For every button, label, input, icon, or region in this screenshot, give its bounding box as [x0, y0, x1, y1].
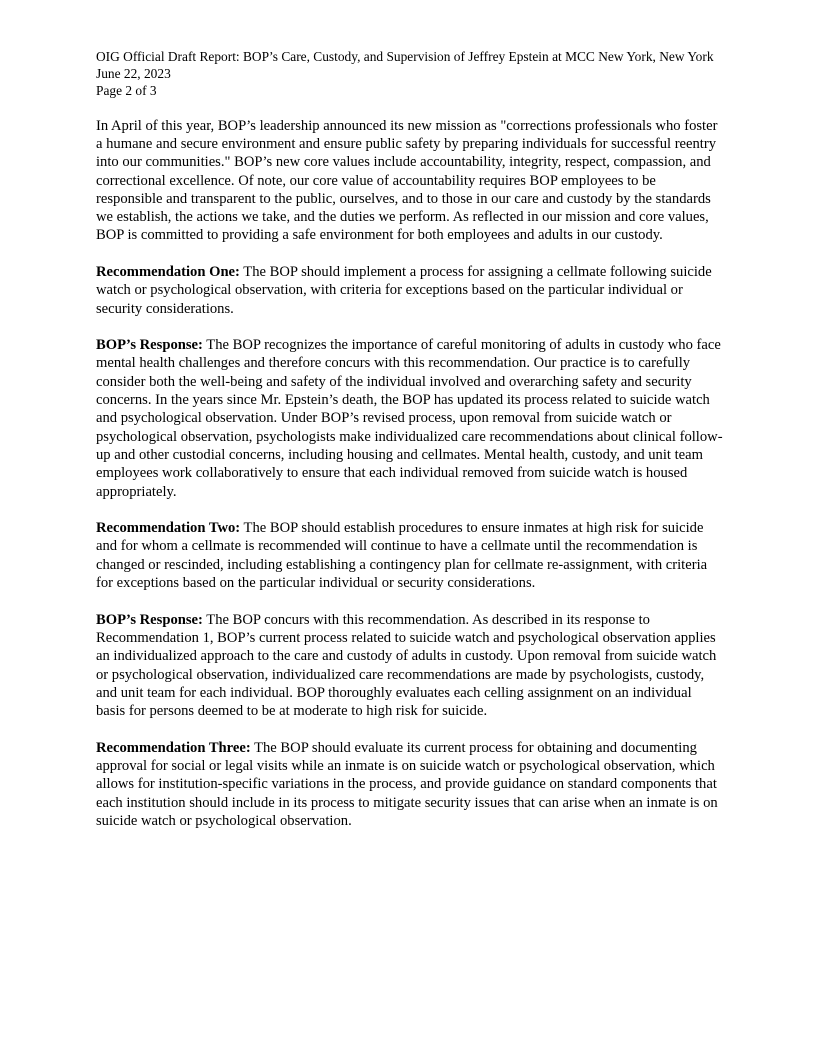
section-label: Recommendation One: [96, 263, 240, 280]
section-label: BOP’s Response: [96, 611, 203, 628]
page-header [96, 48, 724, 100]
response-two [96, 611, 724, 721]
intro-paragraph: In April of this year, BOP’s leadership announced its new mission as "corrections professionals who foster a humane and secure environment and ensure public safety by preparing individuals for successful reentry into our communities." BOP’s new core values include accountability, integrity, respect, compassion, and correctional excellence. Of note, our core value of accountability requires BOP employees to be responsible and transparent to the public, ourselves, and to those in our care and custody by the standards we establish, the actions we take, and the duties we perform. As reflected in our mission and core values, BOP is committed to providing a safe environment for both employees and adults in our custody. [96, 117, 718, 244]
document-page [96, 48, 724, 848]
report-date: June 22, 2023 [96, 66, 171, 82]
recommendation-one [96, 263, 724, 318]
section-label: Recommendation Three: [96, 739, 251, 756]
response-one [96, 336, 724, 501]
section-text: The BOP should implement a process for assigning a cellmate following suicide watch or psychological observation, with criteria for exceptions based on the particular individual or security considerations. [96, 263, 712, 317]
section-text: The BOP concurs with this recommendation. As described in its response to Recommendation 1, BOP’s current process related to suicide watch and psychological observation applies an individualized approach to the care and custody of adults in custody. Upon removal from suicide watch or psychological observation, individualized care recommendations are made by psychologists, custody, and unit team for each individual. BOP thoroughly evaluates each celling assignment on an individual basis for persons deemed to be at moderate to high risk for suicide. [96, 611, 717, 720]
page-number: Page 2 of 3 [96, 83, 157, 99]
section-label: Recommendation Two: [96, 520, 241, 537]
section-text: The BOP recognizes the importance of careful monitoring of adults in custody who face mental health challenges and therefore concurs with this recommendation. Our practice is to carefully consider both the well-being and safety of the individual involved and overarching safety and security concerns. In the years since Mr. Epstein’s death, the BOP has updated its process related to suicide watch and psychological observation. Under BOP’s revised process, upon removal from suicide watch or psychological observation, psychologists make individualized care recommendations about clinical follow-up and other custodial concerns, including housing and cellmates. Mental health, custody, and unit team employees work collaboratively to ensure that each individual removed from suicide watch is housed appropriately. [96, 337, 723, 500]
recommendation-two [96, 519, 724, 592]
report-title: OIG Official Draft Report: BOP’s Care, Custody, and Supervision of Jeffrey Epstein at MCC New York, New York [96, 49, 714, 64]
section-text: The BOP should establish procedures to ensure inmates at high risk for suicide and for whom a cellmate is recommended will continue to have a cellmate until the recommendation is changed or rescinded, including establishing a contingency plan for cellmate re-assignment, with criteria for exceptions based on the particular individual or security considerations. [96, 520, 708, 592]
recommendation-three [96, 739, 724, 830]
section-text: The BOP should evaluate its current process for obtaining and documenting approval for social or legal visits while an inmate is on suicide watch or psychological observation, which allows for institution-specific variations in the process, and provide guidance on standard components that each institution should include in its process to mitigate security issues that can arise when an inmate is on suicide watch or psychological observation. [96, 739, 718, 829]
section-label: BOP’s Response: [96, 337, 203, 354]
